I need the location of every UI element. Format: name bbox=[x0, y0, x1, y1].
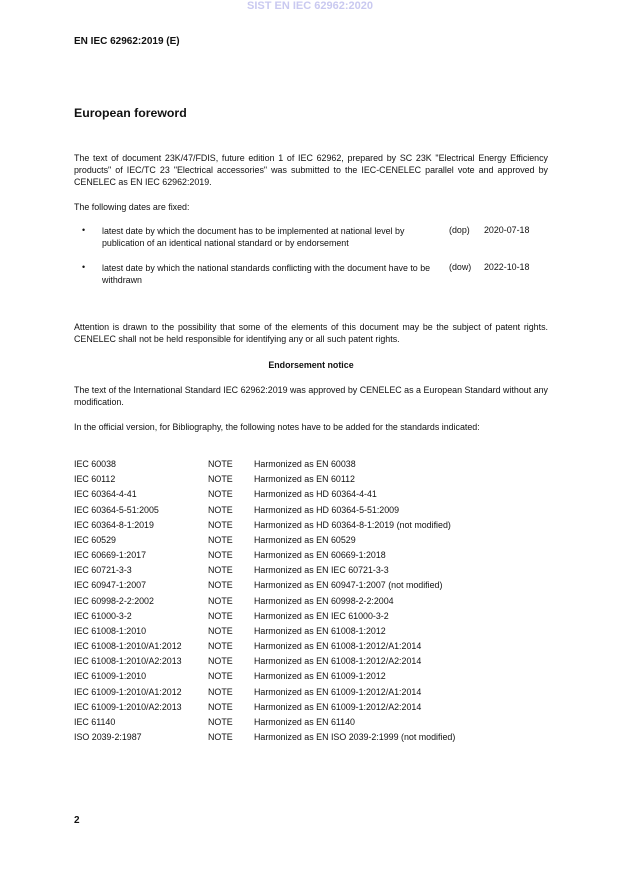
table-row bbox=[74, 457, 554, 472]
table-row bbox=[74, 472, 554, 487]
attention-paragraph: Attention is drawn to the possibility that some of the elements of this document may be the subject of patent rights. CENELEC shall not be held responsible for identifying any or all such patent rights. bbox=[74, 322, 548, 344]
table-row bbox=[74, 609, 554, 624]
note-label: NOTE bbox=[208, 641, 233, 652]
note-label: NOTE bbox=[208, 732, 233, 743]
standard-ref: IEC 61008-1:2010 bbox=[74, 625, 147, 636]
note-label: NOTE bbox=[208, 489, 233, 500]
note-label: NOTE bbox=[208, 504, 233, 515]
note-label: NOTE bbox=[208, 595, 233, 606]
table-row bbox=[74, 594, 554, 609]
harmonized-as: Harmonized as EN 61008-1:2012 bbox=[254, 625, 386, 636]
table-row bbox=[74, 563, 554, 578]
harmonized-as: Harmonized as HD 60364-5-51:2009 bbox=[254, 504, 400, 515]
table-row bbox=[74, 487, 554, 502]
note-label: NOTE bbox=[208, 686, 233, 697]
note-label: NOTE bbox=[208, 656, 233, 667]
harmonized-as: Harmonized as EN IEC 60721-3-3 bbox=[254, 565, 389, 576]
note-label: NOTE bbox=[208, 701, 233, 712]
endorsement-title: Endorsement notice bbox=[268, 360, 354, 370]
endorsement-text: The text of the International Standard IEC 62962:2019 was approved by CENELEC as a European Standard without any modification. bbox=[74, 385, 548, 407]
section-heading: European foreword bbox=[74, 106, 187, 120]
note-label: NOTE bbox=[208, 550, 233, 561]
bullet: • bbox=[82, 262, 86, 272]
standard-ref: ISO 2039-2:1987 bbox=[74, 732, 142, 743]
harmonized-as: Harmonized as EN 60669-1:2018 bbox=[254, 550, 386, 561]
date-description: latest date by which the document has to be implemented at national level by publication of an identical national standard or by endorsement bbox=[102, 226, 405, 248]
date-value: 2020-07-18 bbox=[484, 225, 530, 235]
table-row bbox=[74, 548, 554, 563]
table-row bbox=[74, 654, 554, 669]
harmonized-as: Harmonized as EN 61009-1:2012 bbox=[254, 671, 386, 682]
standard-ref: IEC 60364-8-1:2019 bbox=[74, 519, 154, 530]
harmonized-as: Harmonized as EN 60529 bbox=[254, 534, 356, 545]
bullet: • bbox=[82, 225, 86, 235]
harmonized-as: Harmonized as EN ISO 2039-2:1999 (not modified) bbox=[254, 732, 456, 743]
note-label: NOTE bbox=[208, 580, 233, 591]
date-value: 2022-10-18 bbox=[484, 262, 530, 272]
standard-ref: IEC 60364-5-51:2005 bbox=[74, 504, 159, 515]
standard-ref: IEC 61009-1:2010/A1:2012 bbox=[74, 686, 182, 697]
document-header: EN IEC 62962:2019 (E) bbox=[74, 36, 180, 47]
note-label: NOTE bbox=[208, 625, 233, 636]
standard-ref: IEC 60721-3-3 bbox=[74, 565, 132, 576]
note-label: NOTE bbox=[208, 519, 233, 530]
harmonized-as: Harmonized as EN 61009-1:2012/A2:2014 bbox=[254, 701, 422, 712]
standard-ref: IEC 60529 bbox=[74, 534, 116, 545]
table-row bbox=[74, 715, 554, 730]
harmonized-as: Harmonized as EN 60112 bbox=[254, 474, 355, 485]
table-row bbox=[74, 730, 554, 745]
standard-ref: IEC 61008-1:2010/A1:2012 bbox=[74, 641, 182, 652]
harmonized-as: Harmonized as EN IEC 61000-3-2 bbox=[254, 610, 389, 621]
date-code: (dow) bbox=[449, 262, 472, 272]
note-label: NOTE bbox=[208, 459, 233, 469]
standard-ref: IEC 60669-1:2017 bbox=[74, 550, 147, 561]
note-label: NOTE bbox=[208, 671, 233, 682]
standard-ref: IEC 60112 bbox=[74, 474, 116, 485]
table-row bbox=[74, 700, 554, 715]
table-row bbox=[74, 533, 554, 548]
table-row bbox=[74, 503, 554, 518]
harmonized-as: Harmonized as EN 61008-1:2012/A2:2014 bbox=[254, 656, 422, 667]
harmonized-as: Harmonized as HD 60364-8-1:2019 (not modified) bbox=[254, 519, 451, 530]
standard-ref: IEC 61000-3-2 bbox=[74, 610, 132, 621]
harmonized-as: Harmonized as EN 60038 bbox=[254, 459, 356, 469]
standard-ref: IEC 61009-1:2010/A2:2013 bbox=[74, 701, 182, 712]
standard-ref: IEC 60998-2-2:2002 bbox=[74, 595, 154, 606]
dates-intro: The following dates are fixed: bbox=[74, 202, 190, 212]
note-label: NOTE bbox=[208, 534, 233, 545]
bibliography-intro: In the official version, for Bibliography, the following notes have to be added for the standards indicated: bbox=[74, 422, 480, 432]
standard-ref: IEC 61008-1:2010/A2:2013 bbox=[74, 656, 182, 667]
table-row bbox=[74, 518, 554, 533]
note-label: NOTE bbox=[208, 716, 233, 727]
standard-ref: IEC 60038 bbox=[74, 459, 116, 469]
harmonized-as: Harmonized as EN 60998-2-2:2004 bbox=[254, 595, 394, 606]
table-row bbox=[74, 685, 554, 700]
table-row bbox=[74, 669, 554, 684]
table-row bbox=[74, 578, 554, 593]
note-label: NOTE bbox=[208, 474, 233, 485]
standard-ref: IEC 60947-1:2007 bbox=[74, 580, 147, 591]
harmonized-as: Harmonized as EN 60947-1:2007 (not modified) bbox=[254, 580, 443, 591]
standard-ref: IEC 60364-4-41 bbox=[74, 489, 137, 500]
table-row bbox=[74, 639, 554, 654]
harmonized-as: Harmonized as EN 61009-1:2012/A1:2014 bbox=[254, 686, 422, 697]
watermark: SIST EN IEC 62962:2020 bbox=[247, 0, 373, 12]
harmonized-as: Harmonized as EN 61140 bbox=[254, 716, 355, 727]
harmonized-as: Harmonized as HD 60364-4-41 bbox=[254, 489, 377, 500]
table-row bbox=[74, 624, 554, 639]
intro-paragraph: The text of document 23K/47/FDIS, future edition 1 of IEC 62962, prepared by SC 23K "Electrical Energy Efficiency products" of IEC/TC 23 "Electrical accessories" was submitted to the IEC-CENELEC parallel vote and approved by CENELEC as EN IEC 62962:2019. bbox=[74, 153, 548, 187]
standard-ref: IEC 61009-1:2010 bbox=[74, 671, 147, 682]
standard-ref: IEC 61140 bbox=[74, 716, 116, 727]
date-description: latest date by which the national standards conflicting with the document have to be withdrawn bbox=[102, 263, 431, 285]
harmonized-as: Harmonized as EN 61008-1:2012/A1:2014 bbox=[254, 641, 422, 652]
page-number: 2 bbox=[74, 815, 80, 826]
date-code: (dop) bbox=[449, 225, 470, 235]
note-label: NOTE bbox=[208, 610, 233, 621]
note-label: NOTE bbox=[208, 565, 233, 576]
